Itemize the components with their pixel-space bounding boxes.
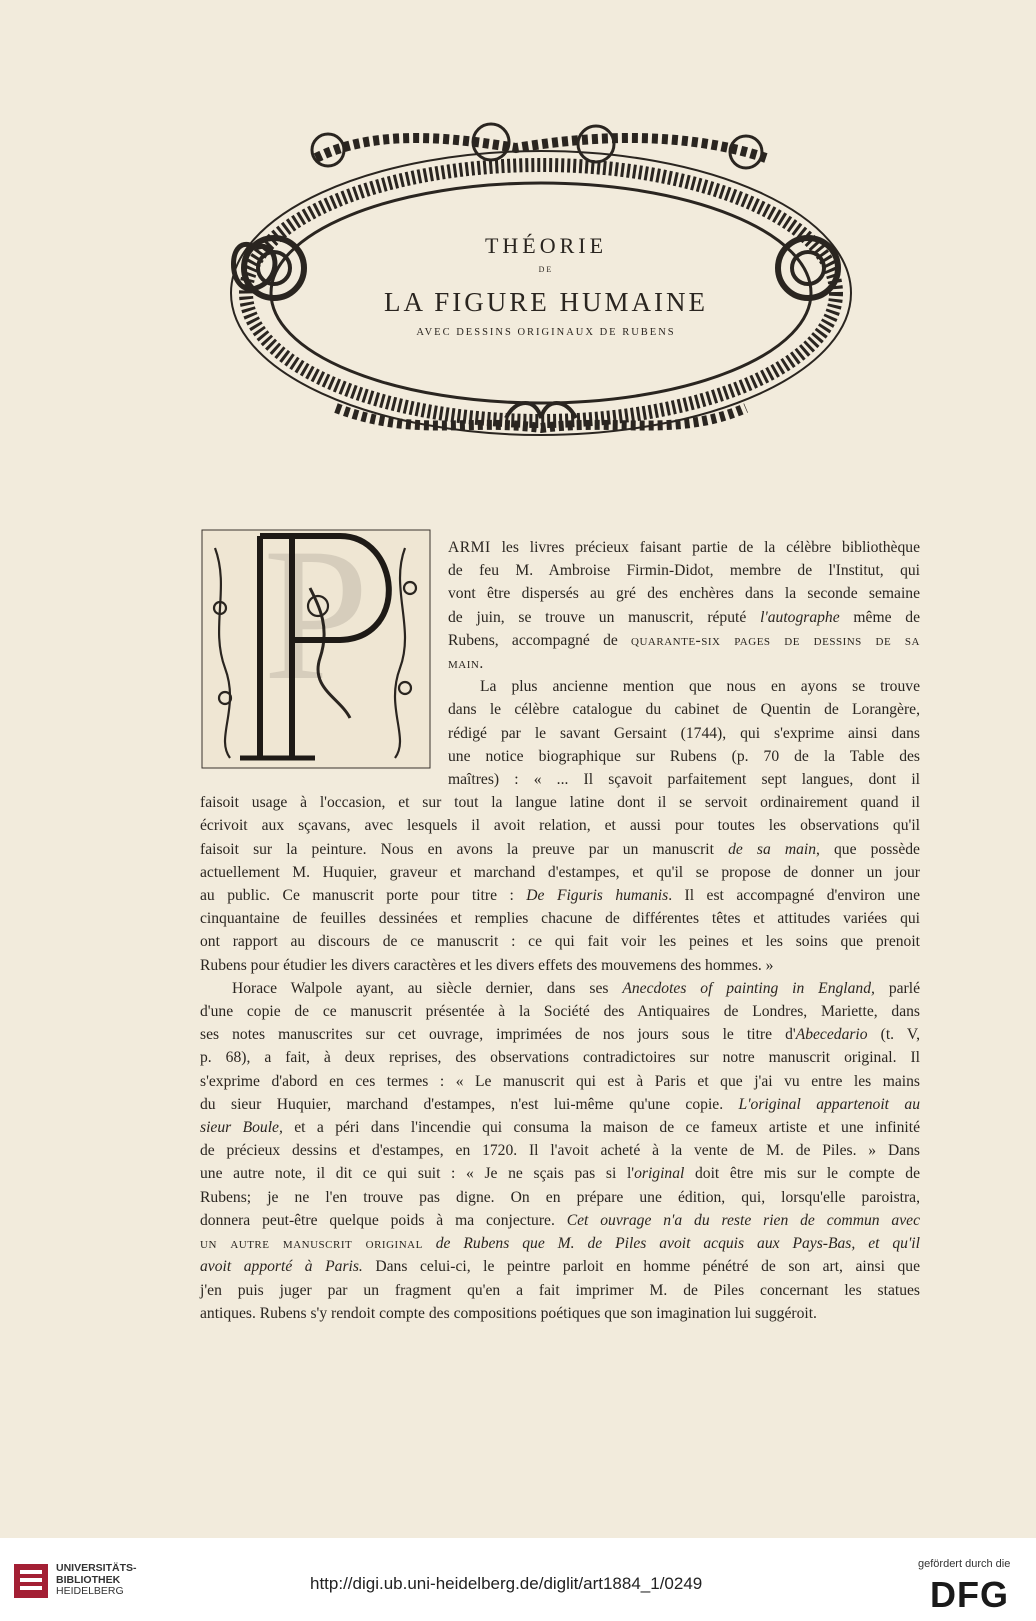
text-line: p. 68), a fait, à deux reprises, des observations contradictoires sur notre manuscrit original. Il — [200, 1049, 920, 1067]
university-library-logo-icon — [14, 1564, 48, 1598]
text-line: La plus ancienne mention que nous en ayons se trouve — [480, 678, 920, 696]
text-line: écrivoit aux sçavans, avec lesquels il avoit relation, et aussi pour toutes les observations qu'il — [200, 817, 920, 835]
dropcap-letter: P — [263, 528, 369, 720]
text-line: Rubens; je ne l'en trouve pas digne. On en prépare une édition, qui, lorsqu'elle paroistra, — [200, 1188, 920, 1206]
text-line: cinquantaine de feuilles dessinées et remplies chacune de différentes têtes et attitudes variées qui — [200, 910, 920, 928]
text-line: actuellement M. Huquier, graveur et marchand d'estampes, et qu'il se propose de donner un jour — [200, 863, 920, 881]
text-line: une autre note, il dit ce qui suit : « Je ne sçais pas si l'original doit être mis sur le compte de — [200, 1165, 920, 1183]
title-block — [336, 233, 756, 339]
text-line: d'une copie de ce manuscrit présentée à la Société des Antiquaires de Londres, Mariette, dans — [200, 1003, 920, 1021]
text-line: antiques. Rubens s'y rendoit compte des compositions poétiques que son imagination lui suggéroit. — [200, 1304, 817, 1322]
text-line: sieur Boule, et a péri dans l'incendie qui consuma la maison de ce fameux artiste et une infinité — [200, 1119, 920, 1137]
title-main: LA FIGURE HUMAINE — [384, 287, 708, 317]
text-line: de précieux dessins et d'estampes, en 1720. Il l'avoit acheté à la vente de M. de Piles. » Dans — [200, 1142, 920, 1160]
text-line: avoit apporté à Paris. Dans celui-ci, le peintre parloit en homme pénétré de son art, ainsi que — [200, 1258, 920, 1276]
text-line: dans le célèbre catalogue du cabinet de Quentin de Lorangère, — [448, 701, 920, 719]
text-line: vont être dispersés au gré des enchères dans la seconde semaine — [448, 585, 920, 603]
text-line: main. — [448, 655, 484, 673]
text-line: s'exprime d'abord en ces termes : « Le manuscrit qui est à Paris et que j'ai vu entre les mains — [200, 1072, 920, 1090]
text-line: de feu M. Ambroise Firmin-Didot, membre de l'Institut, qui — [448, 562, 920, 580]
permalink-url[interactable]: http://digi.ub.uni-heidelberg.de/diglit/art1884_1/0249 — [310, 1574, 703, 1593]
text-line: une notice biographique sur Rubens (p. 70 de la Table des — [448, 747, 920, 765]
text-line: ont rapport au discours de ce manuscrit : ce qui fait voir les peines et les soins que prenoit — [200, 933, 920, 951]
title-theorie: THÉORIE — [484, 233, 608, 258]
text-line: Rubens, accompagné de quarante-six pages de dessins de sa — [448, 631, 920, 649]
text-line: donnera peut-être quelque poids à ma conjecture. Cet ouvrage n'a du reste rien de commun avec — [200, 1211, 920, 1229]
dfg-logo: DFG — [930, 1574, 1009, 1615]
text-line: Horace Walpole ayant, au siècle dernier, dans ses Anecdotes of painting in England, parlé — [232, 979, 920, 997]
university-library-name: UNIVERSITÄTS- BIBLIOTHEK HEIDELBERG — [56, 1562, 137, 1597]
text-line: ARMI les livres précieux faisant partie de la célèbre bibliothèque — [448, 539, 920, 556]
title-de: DE — [538, 265, 554, 274]
text-line: rédigé par le savant Gersaint (1744), qui s'exprime ainsi dans — [448, 724, 920, 742]
funding-note: gefördert durch die — [918, 1558, 1011, 1570]
text-line: faisoit usage à l'occasion, et sur tout la langue latine dont il se servoit ordinairement quand il — [200, 794, 920, 812]
subtitle: AVEC DESSINS ORIGINAUX DE RUBENS — [416, 327, 676, 338]
text-line: de juin, se trouve un manuscrit, réputé l'autographe même de — [448, 608, 921, 626]
body-text — [200, 536, 920, 1325]
text-line: du sieur Huquier, marchand d'estampes, n'est lui-même qu'une copie. L'original appartenoit au — [200, 1095, 921, 1113]
text-line: Rubens pour étudier les divers caractères et les divers effets des mouvemens des hommes. » — [200, 956, 774, 974]
text-line: maîtres) : « ... Il sçavoit parfaitement sept langues, dont il — [448, 771, 920, 789]
digitization-footer — [0, 1538, 1036, 1621]
text-line: un autre manuscrit original de Rubens que M. de Piles avoit acquis aux Pays-Bas, et qu'il — [200, 1235, 920, 1253]
text-line: ses notes manuscrites sur cet ouvrage, imprimées de nos jours sous le titre d'Abecedario (t. V, — [200, 1026, 920, 1044]
text-line: j'en puis juger par un fragment qu'en a fait imprimer M. de Piles concernant les statues — [200, 1281, 920, 1299]
text-line: faisoit sur la peinture. Nous en avons la preuve par un manuscrit de sa main, que possède — [200, 840, 920, 858]
text-line: au public. Ce manuscrit porte pour titre : De Figuris humanis. Il est accompagné d'environ une — [200, 887, 920, 905]
